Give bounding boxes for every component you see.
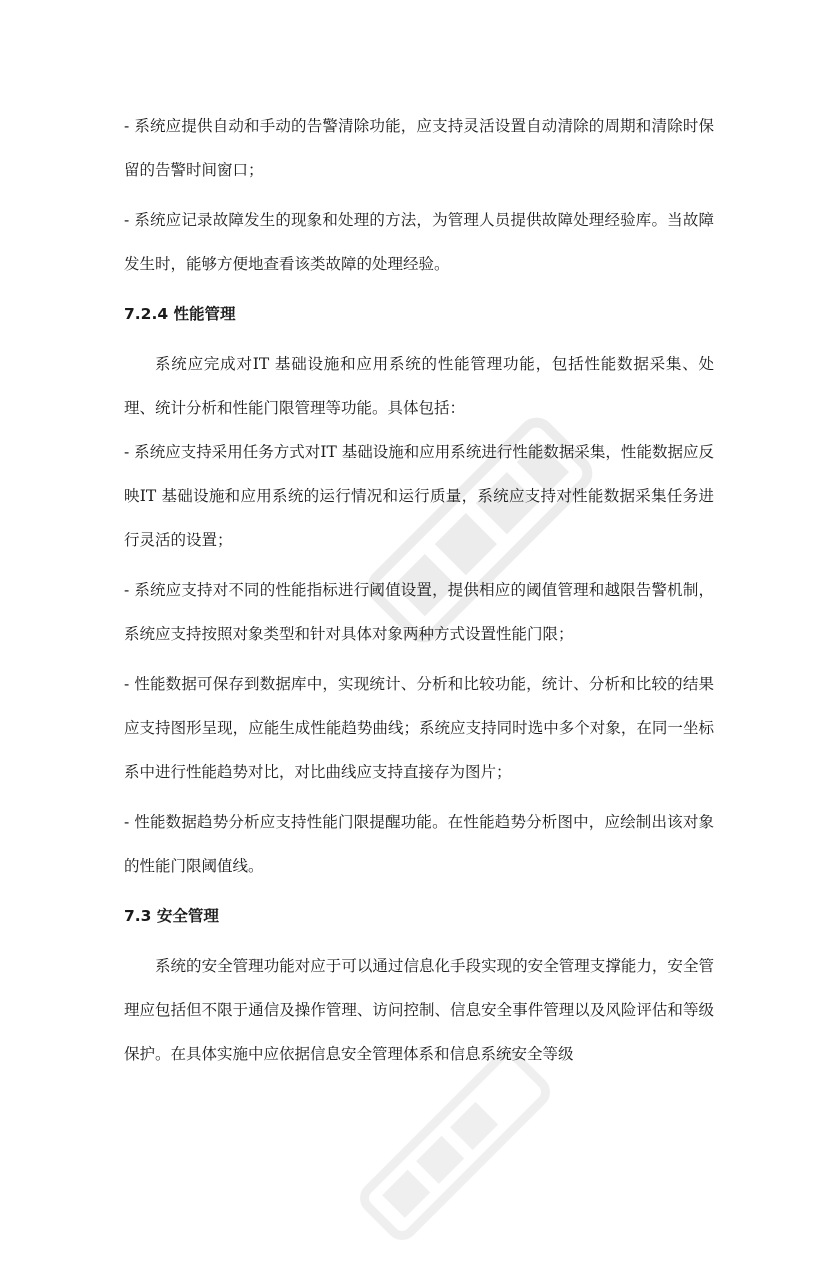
security-intro: 系统的安全管理功能对应于可以通过信息化手段实现的安全管理支撑能力，安全管理应包括但不限于通信及操作管理、访问控制、信息安全事件管理以及风险评估和等级保护。在具体实施中应依据信息安全管理体系和信息系统安全等级: [124, 957, 714, 1063]
performance-item: - 性能数据趋势分析应支持性能门限提醒功能。在性能趋势分析图中，应绘制出该对象的性能门限阈值线。: [124, 813, 714, 875]
performance-item: - 系统应支持对不同的性能指标进行阈值设置，提供相应的阈值管理和越限告警机制，系统应支持按照对象类型和针对具体对象两种方式设置性能门限；: [124, 581, 714, 643]
performance-intro: 系统应完成对IT 基础设施和应用系统的性能管理功能，包括性能数据采集、处理、统计分析和性能门限管理等功能。具体包括：: [124, 355, 714, 417]
performance-item: - 系统应支持采用任务方式对IT 基础设施和应用系统进行性能数据采集，性能数据应反映IT 基础设施和应用系统的运行情况和运行质量，系统应支持对性能数据采集任务进行灵活的设置；: [124, 443, 714, 549]
document-body: [124, 104, 714, 1076]
section-heading-security: 7.3 安全管理: [124, 907, 219, 925]
performance-item: - 性能数据可保存到数据库中，实现统计、分析和比较功能，统计、分析和比较的结果应支持图形呈现，应能生成性能趋势曲线；系统应支持同时选中多个对象，在同一坐标系中进行性能趋势对比，对比曲线应支持直接存为图片；: [124, 675, 714, 781]
section-heading-performance: 7.2.4 性能管理: [124, 305, 236, 323]
bullet-alarm-clear: - 系统应提供自动和手动的告警清除功能，应支持灵活设置自动清除的周期和清除时保留的告警时间窗口；: [124, 117, 714, 179]
bullet-fault-library: - 系统应记录故障发生的现象和处理的方法，为管理人员提供故障处理经验库。当故障发生时，能够方便地查看该类故障的处理经验。: [124, 211, 714, 273]
